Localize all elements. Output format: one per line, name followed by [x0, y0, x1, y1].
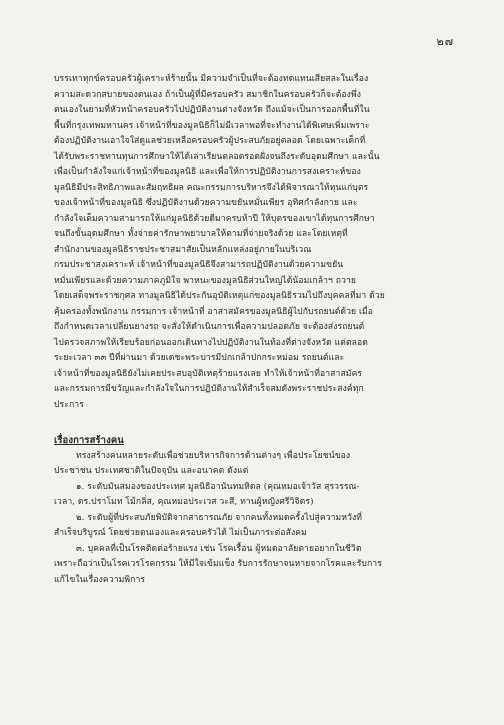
page-body — [54, 72, 462, 588]
text-line: ๓. บุคคลที่เป็นโรคติดต่อร้ายแรง เช่น โรคเรื้อน ผู้หมดอาลัยตายอยากในชีวิต — [76, 543, 362, 554]
section-intro — [54, 449, 462, 480]
text-line: เพื่อเป็นกำลังใจแก่เจ้าหน้าที่ของมูลนิธิ และเพื่อให้การปฏิบัติงานการสงเคราะห์ของ — [54, 167, 361, 177]
text-line: ความสะดวกสบายของตนเอง ถ้าเป็นผู้ที่มีครอบครัว สมาชิกในครอบครัวก็จะต้องพึ่ง — [54, 89, 362, 100]
text-line: สำนักงานของมูลนิธิราชประชาสมาสัยเป็นหลักแหล่งอยู่ภายในบริเวณ — [54, 244, 312, 255]
list-item — [54, 511, 462, 542]
text-line: กำลังใจเต็มความสามารถให้แก่มูลนิธิด้วยดีมาครบห้าปี ให้บุตรของเขาได้ทุนการศึกษา — [54, 213, 375, 224]
text-line: โดยเสด็จพระราชกุศล ทางมูลนิธิได้ประกันอุบัติเหตุแก่ของมูลนิธิรวมไปถึงบุคคลที่มา ด้วย — [54, 291, 385, 301]
text-line: ต้องปฏิบัติงานเอาใจใส่ดูแลช่วยเหลือครอบครัวผู้ประสบภัยอยู่ตลอด โดยเฉพาะเด็กที่ — [54, 136, 366, 146]
text-line: กรมประชาสงเคราะห์ เจ้าหน้าที่ของมูลนิธิจึงสามารถปฏิบัติงานด้วยความขยัน — [54, 260, 344, 270]
text-line: ๑. ระดับมันสมองของประเทศ มูลนิธิอานันทมหิดล (คุณหมอเจ้าวัส สุรวรรณ- — [76, 481, 360, 492]
text-line: ประชาชน ประเทศชาติในปัจจุบัน และอนาคต ดังแต่ — [54, 466, 249, 476]
text-line: แก้ไขในเรื่องความพิการ — [54, 574, 146, 585]
text-line: ตนเองในยามที่หัวหน้าครอบครัวไปปฏิบัติงานต่างจังหวัด ถึงแม้จะเป็นการออกพื้นที่ใน — [54, 105, 370, 115]
section-heading: เรื่องการสร้างคน — [54, 435, 124, 446]
text-line: ได้รับพระราชทานทุนการศึกษาให้ได้เล่าเรียนตลอดรอดฝั่งจนถึงระดับอุดมศึกษา และนั้น — [54, 151, 380, 162]
text-line: มูลนิธิมีประสิทธิภาพและสัมฤทธิผล คณะกรรมการบริหารจึงได้พิจารณาให้ทุนแก่บุตร — [54, 182, 369, 193]
text-line: พื้นที่กรุงเทพมหานคร เจ้าหน้าที่ของมูลนิธิก็ไม่มีเวลาพอที่จะทำงานได้พิเศษเพิ่มเพราะ — [54, 120, 370, 131]
text-line: เพราะถือว่าเป็นโรคเวรโรคกรรม ให้มีใจเข้มแข็ง รับการรักษาจนหายจากโรคและรับการ — [54, 559, 382, 569]
text-line: บรรเทาทุกข์ครอบครัวผู้เคราะห์ร้ายนั้น มีความจำเป็นที่จะต้องทดแทนเสียสละในเรื่อง — [54, 74, 369, 84]
text-line: ทรงสร้างคนหลายระดับเพื่อช่วยบริหารกิจการด้านต่างๆ เพื่อประโยชน์ของ — [76, 450, 351, 461]
text-line: ๒. ระดับผู้ที่ประสบภัยพิบัติจากสาธารณภัย จากคนทั้งหมดครั้งไปสู่ความหวังที่ — [76, 512, 363, 523]
text-line: ระยะเวลา ๓๓ ปีที่ผ่านมา ด้วยเดชะพระบารมีปกเกล้าปกกระหม่อม รถยนต์และ — [54, 353, 345, 363]
intro-paragraph — [54, 72, 462, 413]
text-line: ประการ — [54, 399, 84, 410]
text-line: หมั่นเพียรและด้วยความภาคภูมิใจ พาหนะของมูลนิธิส่วนใหญ่ได้น้อมเกล้าฯ ถวาย — [54, 275, 357, 286]
text-line: จนถึงขั้นอุดมศึกษา ทั้งจ่ายค่ารักษาพยาบาลให้ตามที่จ่ายจริงด้วย และโดยเหตุที่ — [54, 229, 348, 239]
text-line: และกรรมการมีขวัญและกำลังใจในการปฏิบัติงานให้สำเร็จสมดังพระราชประสงค์ทุก — [54, 384, 364, 394]
text-line: สำเร็จบริบูรณ์ โดยช่วยตนเองและครอบครัวได้ ไม่เป็นภาระต่อสังคม — [54, 528, 307, 538]
list-item — [54, 542, 462, 589]
text-line: เจ้าหน้าที่ของมูลนิธิยังไม่เคยประสบอุบัติเหตุร้ายแรงเลย ทำให้เจ้าหน้าที่อาสาสมัคร — [54, 368, 363, 379]
text-line: ของเจ้าหน้าที่ของมูลนิธิ ซึ่งปฏิบัติงานด้วยความขยันหมั่นเพียร อุทิศกำลังกาย และ — [54, 198, 358, 208]
list-item — [54, 480, 462, 511]
text-line: ไปตรวจสภาพให้เรียบร้อยก่อนออกเดินทางไปปฏิบัติงานในท้องที่ต่างจังหวัด แต่ตลอด — [54, 337, 368, 348]
text-line: เวลา, ดร.ปราโมท โม้กลิ่ส, คุณหมอประเวส วะสี, ทานผู้หญิงศรีวิจิตร) — [54, 497, 314, 507]
text-line: คุ้มครองทั้งพนักงาน กรรมการ เจ้าหน้าที่ อาสาสมัครของมูลนิธิผู้ไปกับรถยนต์ด้วย เมื่อ — [54, 306, 374, 317]
page-number: ๒๗ — [436, 35, 454, 48]
text-line: ถึงกำหนดเวลาเปลี่ยนยางรถ จะสั่งให้ดำเนินการเพื่อความปลอดภัย จะต้องส่งรถยนต์ — [54, 322, 365, 332]
